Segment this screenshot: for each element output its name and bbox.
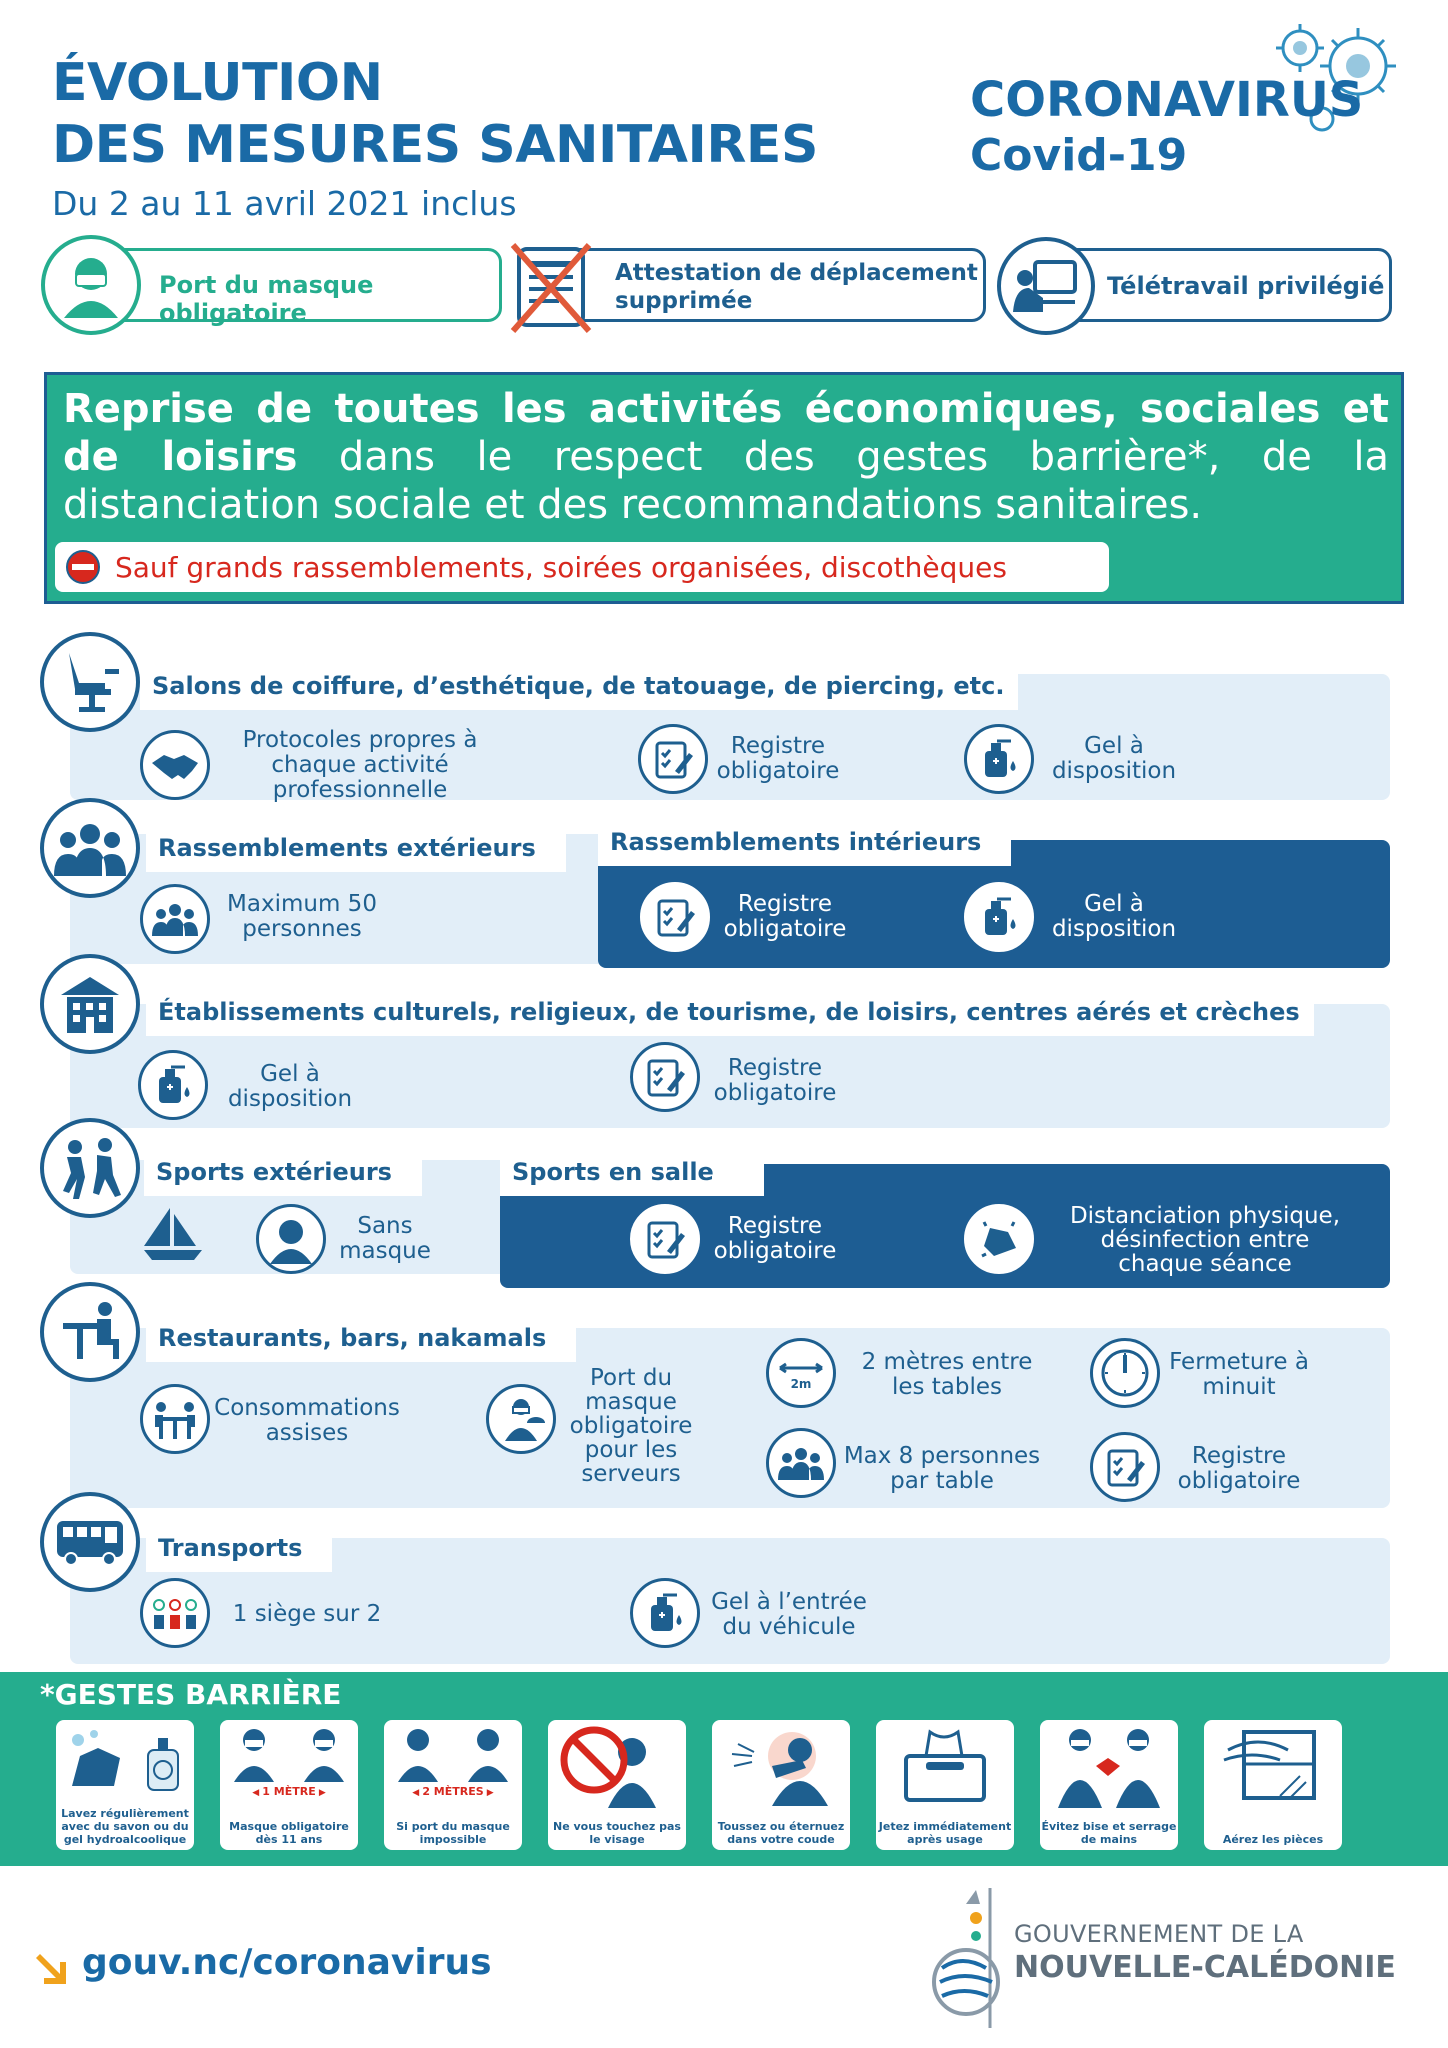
rass-int-item-registre: Registre obligatoire	[723, 891, 847, 942]
building-icon	[40, 954, 140, 1054]
gov-emblem-icon	[918, 1878, 1018, 2038]
restos-title: Restaurants, bars, nakamals	[146, 1316, 576, 1362]
gel-icon	[630, 1578, 700, 1648]
table-icon	[40, 1282, 140, 1382]
geste-aerez-label: Aérez les pièces	[1222, 1833, 1324, 1846]
title-line-1: ÉVOLUTION	[52, 53, 383, 113]
waiter-icon	[486, 1384, 556, 1454]
window-air-icon	[1220, 1726, 1326, 1810]
sports-salle-title: Sports en salle	[500, 1150, 764, 1196]
banner-rest: dans le respect des gestes barrière*, de la distanciation sociale et des recommandations sanitaires.	[63, 434, 1389, 528]
transports-item-gel: Gel à l’entrée du véhicule	[711, 1589, 867, 1640]
date-subtitle: Du 2 au 11 avril 2021 inclus	[52, 184, 517, 223]
rass-int-item-gel: Gel à disposition	[1051, 891, 1177, 942]
clock-icon	[1090, 1338, 1160, 1408]
distance-1m-badge: ◀ 1 MÈTRE ▶	[252, 1785, 326, 1798]
sports-ext-title: Sports extérieurs	[144, 1150, 422, 1196]
badge-2m-text: 2 MÈTRES	[422, 1785, 484, 1798]
restos-item-max8: Max 8 personnes par table	[843, 1443, 1041, 1494]
exception-box	[55, 542, 1109, 592]
register-icon	[640, 882, 710, 952]
handshake-icon	[140, 730, 210, 800]
masked-people-icon	[226, 1726, 352, 1782]
restos-item-registre: Registre obligatoire	[1177, 1443, 1301, 1494]
etab-item-registre: Registre obligatoire	[713, 1055, 837, 1106]
no-touch-face-icon	[558, 1724, 676, 1808]
register-icon	[630, 1204, 700, 1274]
geste-lavez	[56, 1720, 194, 1850]
geste-bise	[1040, 1720, 1178, 1850]
geste-aerez	[1204, 1720, 1342, 1850]
distance-icon	[766, 1338, 836, 1408]
footer-link[interactable]: gouv.nc/coronavirus	[82, 1942, 492, 1983]
salon-chair-icon	[40, 632, 140, 732]
banner-text	[63, 385, 1389, 529]
salons-item-protocoles: Protocoles propres à chaque activité professionnelle	[242, 727, 478, 803]
salons-item-registre: Registre obligatoire	[716, 733, 840, 784]
gel-icon	[138, 1050, 208, 1120]
people-icon	[766, 1428, 836, 1498]
face-icon	[256, 1204, 326, 1274]
distance-2m-badge: ◀ 2 MÈTRES ▶	[412, 1785, 494, 1798]
restos-item-masque-serveurs: Port du masque obligatoire pour les serveurs	[569, 1365, 693, 1487]
register-icon	[638, 724, 708, 794]
geste-visage-label: Ne vous touchez pas le visage	[553, 1820, 681, 1846]
geste-coude	[712, 1720, 850, 1850]
gel-icon	[964, 724, 1034, 794]
restos-item-2m: 2 mètres entre les tables	[861, 1349, 1033, 1400]
etab-item-gel: Gel à disposition	[227, 1061, 353, 1112]
attestation-pill	[536, 248, 986, 322]
rass-ext-item-max: Maximum 50 personnes	[227, 891, 377, 942]
distance-badge: 2m	[790, 1377, 812, 1391]
sports-icon	[40, 1118, 140, 1218]
mask-icon	[41, 235, 141, 335]
disinfect-icon	[964, 1204, 1034, 1274]
reprise-banner	[44, 372, 1404, 604]
tissue-box-icon	[900, 1728, 990, 1804]
badge-1m-text: 1 MÈTRE	[262, 1785, 316, 1798]
group-icon	[40, 798, 140, 898]
arrow-icon	[36, 1950, 70, 1984]
geste-lavez-label: Lavez régulièrement avec du savon ou du gel hydroalcoolique	[61, 1807, 189, 1846]
geste-jetez-label: Jetez immédiatement après usage	[878, 1820, 1012, 1846]
cough-elbow-icon	[722, 1726, 840, 1806]
handwash-icon	[64, 1726, 186, 1792]
exception-text: Sauf grands rassemblements, soirées organisées, discothèques	[115, 551, 1007, 584]
people-icon	[140, 884, 210, 954]
restos-item-minuit: Fermeture à minuit	[1169, 1349, 1309, 1400]
geste-jetez	[876, 1720, 1014, 1850]
geste-distance-label: Si port du masque impossible	[396, 1820, 510, 1846]
rass-ext-title: Rassemblements extérieurs	[146, 826, 566, 872]
transports-item-siege: 1 siège sur 2	[232, 1601, 382, 1627]
register-icon	[630, 1042, 700, 1112]
etab-title: Établissements culturels, religieux, de tourisme, de loisirs, centres aérés et crèches	[146, 990, 1314, 1036]
dining-icon	[140, 1384, 210, 1454]
gestes-section	[0, 1672, 1448, 1866]
geste-coude-label: Toussez ou éternuez dans votre coude	[717, 1820, 845, 1846]
mask-pill	[56, 248, 502, 327]
teletravail-label: Télétravail privilégié	[1107, 272, 1385, 300]
brand-line-2: Covid-19	[970, 130, 1188, 181]
geste-visage	[548, 1720, 686, 1850]
seats-icon	[140, 1578, 210, 1648]
banner-bold: Reprise de toutes les activités économiques, sociales et de loisirs	[63, 386, 1389, 480]
geste-masque	[220, 1720, 358, 1850]
gov-line-2: NOUVELLE-CALÉDONIE	[1014, 1950, 1396, 1985]
sailboat-icon	[140, 1204, 206, 1264]
gel-icon	[964, 882, 1034, 952]
teletravail-pill	[1010, 248, 1392, 322]
geste-bise-label: Évitez bise et serrage de mains	[1041, 1820, 1177, 1846]
geste-distance	[384, 1720, 522, 1850]
two-people-icon	[390, 1726, 516, 1782]
mask-label: Port du masque obligatoire	[159, 271, 374, 327]
register-icon	[1090, 1432, 1160, 1502]
brand-line-1: CORONAVIRUS	[970, 72, 1364, 128]
no-entry-icon	[65, 549, 101, 585]
sports-salle-item-distanciation: Distanciation physique, désinfection entre chaque séance	[1069, 1203, 1341, 1277]
salons-item-gel: Gel à disposition	[1051, 733, 1177, 784]
attestation-label: Attestation de déplacement supprimée	[615, 260, 978, 314]
title-line-2: DES MESURES SANITAIRES	[52, 115, 818, 175]
brand-title	[970, 72, 1363, 184]
rass-int-title: Rassemblements intérieurs	[598, 820, 1011, 866]
salons-title: Salons de coiffure, d’esthétique, de tatouage, de piercing, etc.	[140, 664, 1018, 710]
sports-ext-item-sans-masque: Sans masque	[339, 1213, 431, 1264]
sports-salle-item-registre: Registre obligatoire	[713, 1213, 837, 1264]
computer-icon	[997, 237, 1095, 335]
no-handshake-icon	[1048, 1724, 1170, 1808]
gov-line-1: GOUVERNEMENT DE LA	[1014, 1920, 1304, 1948]
geste-masque-label: Masque obligatoire dès 11 ans	[229, 1820, 349, 1846]
document-crossed-icon	[509, 239, 593, 335]
bus-icon	[40, 1492, 140, 1592]
page-title	[52, 52, 818, 176]
restos-item-assises: Consommations assises	[214, 1395, 400, 1446]
gestes-title: *GESTES BARRIÈRE	[40, 1678, 342, 1711]
transports-title: Transports	[146, 1526, 332, 1572]
